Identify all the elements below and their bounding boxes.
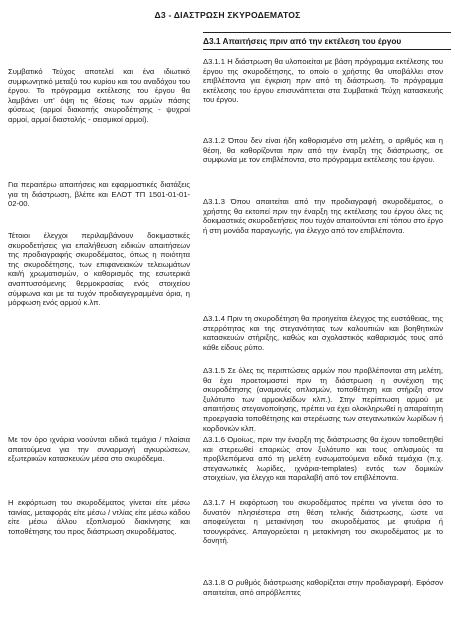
left-paragraph-5: Η εκφόρτωση του σκυροδέματος γίνεται είτε μέσω ταινίας, μεταφοράς είτε μέσω / ντλίας είτε μέσω κάδου είτε μέσω άλλου εξοπλισμού διακίνησης και τοποθέτησης του προς διάστρωση σκυροδέματος.	[8, 498, 190, 536]
clause-d3-1-2: Δ3.1.2 Όπου δεν είναι ήδη καθορισμένο στη μελέτη, ο αριθμός και η θέση, θα καθορίζονται πριν από την έναρξη της διάστρωσης, σε συμφωνία με τον επιβλέποντα, στο πρόγραμμα εκτέλεσης του έργου.	[203, 136, 443, 165]
left-paragraph-1: Συμβατικό Τεύχος αποτελεί και ένα ιδιωτικό συμφωνητικό μεταξύ του κυρίου και του αναδόχου του έργου. Το πρόγραμμα εκτέλεσης του έργου θα λαμβάνει υπ' όψη τις θέσεις των αρμών πάσης φύσεως (αρμοί διακοπής σκυροδέτησης - ψυχροί αρμοί, αρμοί διαστολής - σεισμικοί αρμοί).	[8, 67, 190, 124]
subsection-title: Δ3.1 Απαιτήσεις πριν από την εκτέλεση του έργου	[203, 36, 402, 46]
section-title: Δ3 - ΔΙΑΣΤΡΩΣΗ ΣΚΥΡΟΔΕΜΑΤΟΣ	[154, 10, 301, 20]
clause-d3-1-6: Δ3.1.6 Ομοίως, πριν την έναρξη της διάστρωσης θα έχουν τοποθετηθεί και στερεωθεί επαρκώς στον ξυλότυπο και τους οπλισμούς τα προβλεπόμενα από τη μελέτη ενσωματούμενα ειδικά τεμάχια (π.χ. στεγανωτικές λωρίδες, ιχνάρια-templates) εντός των δομικών στοιχείων, για έλεγχο και παραλαβή από τον επιβλέποντα.	[203, 435, 443, 483]
left-paragraph-2: Για περαιτέρω απαιτήσεις και εφαρμοστικές διατάξεις για τη διάστρωση, βλέπε και ΕΛΟΤ ΤΠ 1501-01-01-02-00.	[8, 180, 190, 209]
subsection-top-rule	[203, 32, 451, 33]
clause-d3-1-4: Δ3.1.4 Πριν τη σκυροδέτηση θα προηγείται έλεγχος της ευστάθειας, της στερρότητας και της στεγανότητας των καλουπιών και βοηθητικών κατασκευών στήριξης, καθώς και σχολαστικός καθαρισμός τους από κάθε είδους ρύπο.	[203, 314, 443, 352]
subsection-bottom-rule	[203, 49, 451, 50]
clause-d3-1-7: Δ3.1.7 Η εκφόρτωση του σκυροδέματος πρέπει να γίνεται όσο το δυνατόν πλησιέστερα στη θέση τελικής διάστρωσης, ώστε να αποφεύγεται η μετακίνηση του σκυροδέματος με φτυάρια ή τσουγκράνες. Απαγορεύεται η μετακίνηση του σκυροδέματος με το δονητή.	[203, 498, 443, 546]
clause-d3-1-3: Δ3.1.3 Όπου απαιτείται από την προδιαγραφή σκυροδέματος, ο χρήστης θα εκτοπεί πριν την έναρξη της εκτέλεσης του έργου όλες τις δοκιμαστικές σκυροδετήσεις που τυχόν απαιτούνται επί τόπου στο έργο ή στη μονάδα παραγωγής, για έλεγχο από τον επιβλέποντα.	[203, 197, 443, 235]
clause-d3-1-5: Δ3.1.5 Σε όλες τις περιπτώσεις αρμών που προβλέπονται στη μελέτη, θα έχει προετοιμαστεί πριν τη διάστρωση η συνέχιση της σκυροδέτησης (αναμονές οπλισμών, τοποθέτηση και στήριξη στον ξυλότυπο των αρμοκλείδων κλπ.). Στην περίπτωση αρμού με απαιτήσεις στεγανοποίησης, πρέπει να έχει ολοκληρωθεί η απαραίτητη προεργασία τοποθέτησης και στερέωσης των στεγανωτικών λωρίδων ή κορδονιών κλπ.	[203, 366, 443, 433]
clause-d3-1-8: Δ3.1.8 Ο ρυθμός διάστρωσης καθορίζεται στην προδιαγραφή. Εφόσον απαιτείται, από απρόβλεπτες	[203, 578, 443, 597]
left-paragraph-3: Τέτοιοι έλεγχοι περιλαμβάνουν δοκιμαστικές σκυροδετήσεις για επαλήθευση ειδικών απαιτήσεων της προδιαγραφής σκυροδέματος, όπως η ποιότητα της σκυροδέτησης, των επιφανειακών τελειωμάτων και/ή χρωματισμών, ο καθορισμός της εσωτερικά αναπτυσσόμενης θερμοκρασίας ενός στοιχείου σύμφωνα και με τα τυχόν προδιαγεγραμμένα όρια, η μόρφωση ενός αρμού κ.λπ.	[8, 231, 190, 308]
clause-d3-1-1: Δ3.1.1 Η διάστρωση θα υλοποιείται με βάση πρόγραμμα εκτέλεσης του έργου της σκυροδέτησης, το οποίο ο χρήστης θα υποβάλλει στον επιβλέποντα για έγκριση πριν από τη διάστρωση. Το πρόγραμμα εκτέλεσης του έργου επισυνάπτεται στα Συμβατικά Τεύχη κατασκευής του έργου.	[203, 57, 443, 105]
left-paragraph-4: Με τον όρο ιχνάρια νοούνται ειδικά τεμάχια / πλαίσια απαιτούμενα για την συναρμογή αγκυρώσεων, εξωτερικών κατασκευών μέσα στο σκυρόδεμα.	[8, 435, 190, 464]
